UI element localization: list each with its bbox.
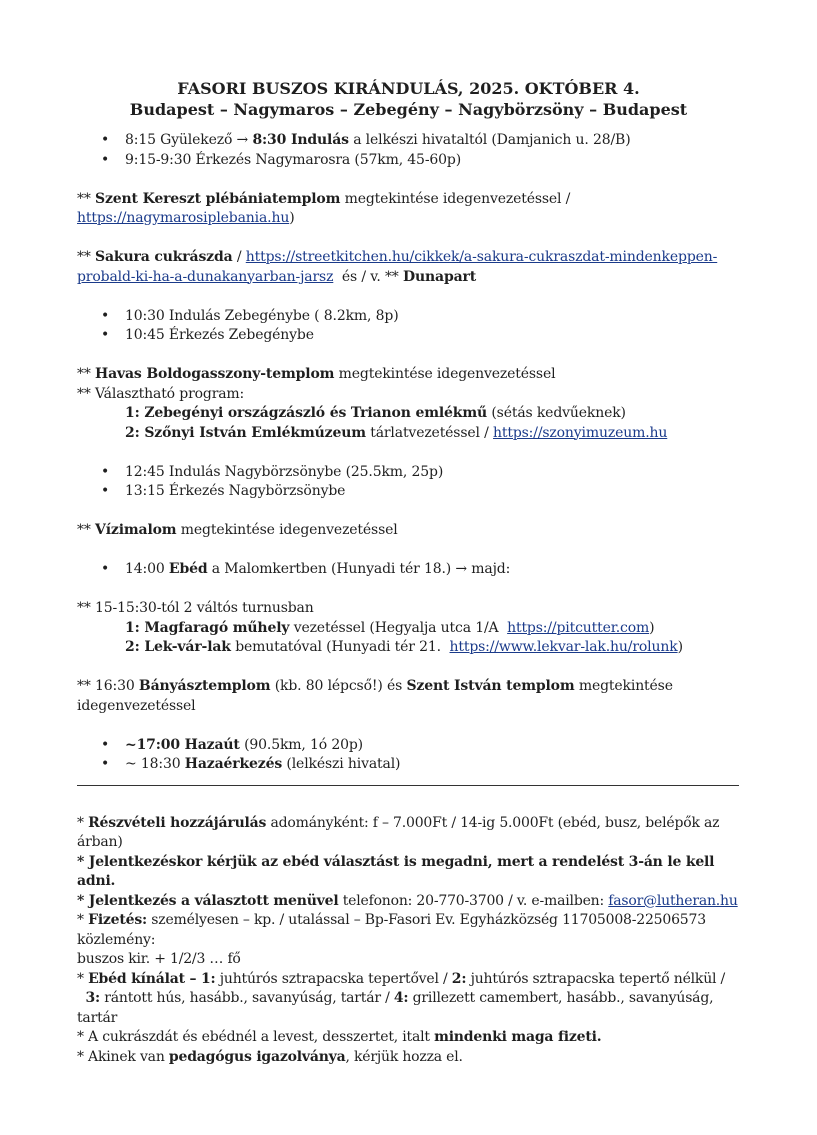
option-magfarago: 1: Magfaragó műhely vezetéssel (Hegyalja utca 1/A https://pitcutter.com) [125, 619, 655, 636]
schedule-item-gathering: • 8:15 Gyülekező → 8:30 Indulás a lelkészi hivataltól (Damjanich u. 28/B) [77, 131, 740, 151]
program-sakura: ** Sakura cukrászda / https://streetkitchen.hu/cikkek/a-sakura-cukraszdat-mindenkeppen- probald-ki-ha-a-dunakanyarban-jarsz és / v. ** Dunapart [77, 249, 718, 285]
link-szonyimuzeum[interactable]: https://szonyimuzeum.hu [493, 424, 668, 441]
document-title: FASORI BUSZOS KIRÁNDULÁS, 2025. OKTÓBER 4. [177, 79, 640, 98]
note-self-pay: * A cukrászdát és ebédnél a levest, desszertet, italt mindenki maga fizeti. [77, 1029, 602, 1045]
link-lekvar-lak[interactable]: https://www.lekvar-lak.hu/rolunk [449, 639, 678, 655]
program-turnus: ** 15-15:30-tól 2 váltós turnusban [77, 600, 314, 616]
note-payment: * Fizetés: személyesen – kp. / utalással – Bp-Fasori Ev. Egyházközség 11705008-22506573 közlemény: buszos kir. + 1/2/3 … fő [77, 912, 706, 967]
schedule-item-depart-zebegeny: • 10:30 Indulás Zebegénybe ( 8.2km, 8p) [77, 307, 740, 327]
note-teacher-id: * Akinek van pedagógus igazolványa, kérjük hozza el. [77, 1048, 463, 1065]
optional-program-label: ** Választható program: [77, 385, 245, 402]
schedule-item-home-arrival: • ~ 18:30 Hazaérkezés (lelkészi hivatal) [77, 755, 740, 775]
schedule-item-lunch: • 14:00 Ebéd a Malomkertben (Hunyadi tér 18.) → majd: [77, 560, 740, 580]
option-lek-var-lak: 2: Lek-vár-lak bemutatóval (Hunyadi tér 21. https://www.lekvar-lak.hu/rolunk) [125, 639, 683, 655]
link-streetkitchen[interactable]: https://streetkitchen.hu/cikkek/a-sakura-cukraszdat-mindenkeppen- [245, 249, 718, 265]
program-havas-boldogasszony: ** Havas Boldogasszony-templom megtekintése idegenvezetéssel [77, 366, 556, 382]
program-banyasztemplom: ** 16:30 Bányásztemplom (kb. 80 lépcső!) és Szent István templom megtekintése idegenvezetéssel [77, 678, 673, 714]
note-lunch-menu: * Ebéd kínálat – 1: juhtúrós sztrapacska tepertővel / 2: juhtúrós sztrapacska tepertő nélkül / 3: rántott hús, hasább., savanyúság, tartár / 4: grillezett camembert, hasább., savanyúság, tartár [77, 970, 726, 1026]
schedule-item-arrival-zebegeny: • 10:45 Érkezés Zebegénybe [77, 326, 740, 346]
schedule-item-arrival-nagyborzsony: • 13:15 Érkezés Nagybörzsönybe [77, 482, 740, 502]
note-registration: * Jelentkezés a választott menüvel telefonon: 20-770-3700 / v. e-mailben: fasor@lutheran.hu [77, 892, 738, 909]
schedule-item-arrival-nagymaros: • 9:15-9:30 Érkezés Nagymarosra (57km, 45-60p) [77, 151, 740, 171]
note-contribution: * Részvételi hozzájárulás adományként: f – 7.000Ft / 14-ig 5.000Ft (ebéd, busz, belépők az árban) [77, 814, 720, 850]
note-lunch-choice: * Jelentkezéskor kérjük az ebéd választást is megadni, mert a rendelést 3-án le kell adni. [77, 853, 715, 889]
option-orszagzaszlo: 1: Zebegényi országzászló és Trianon emlékmű (sétás kedvűeknek) [125, 405, 626, 421]
link-pitcutter[interactable]: https://pitcutter.com [507, 619, 650, 636]
document-subtitle: Budapest – Nagymaros – Zebegény – Nagybörzsöny – Budapest [129, 100, 688, 119]
document-page [0, 78, 817, 1135]
email-link[interactable]: fasor@lutheran.hu [608, 892, 738, 909]
link-nagymarosiplebania[interactable]: https://nagymarosiplebania.hu [77, 210, 290, 226]
option-szonyi-muzeum: 2: Szőnyi István Emlékmúzeum tárlatvezetéssel / https://szonyimuzeum.hu [125, 424, 668, 441]
link-streetkitchen-cont[interactable]: probald-ki-ha-a-dunakanyarban-jarsz [77, 268, 334, 285]
program-vizimalom: ** Vízimalom megtekintése idegenvezetéssel [77, 522, 398, 538]
program-szent-kereszt: ** Szent Kereszt plébániatemplom megtekintése idegenvezetéssel / https://nagymarosiplebania.hu) [77, 190, 571, 226]
schedule-item-return: • ~17:00 Hazaút (90.5km, 1ó 20p) [77, 736, 740, 756]
schedule-item-depart-nagyborzsony: • 12:45 Indulás Nagybörzsönybe (25.5km, 25p) [77, 463, 740, 483]
